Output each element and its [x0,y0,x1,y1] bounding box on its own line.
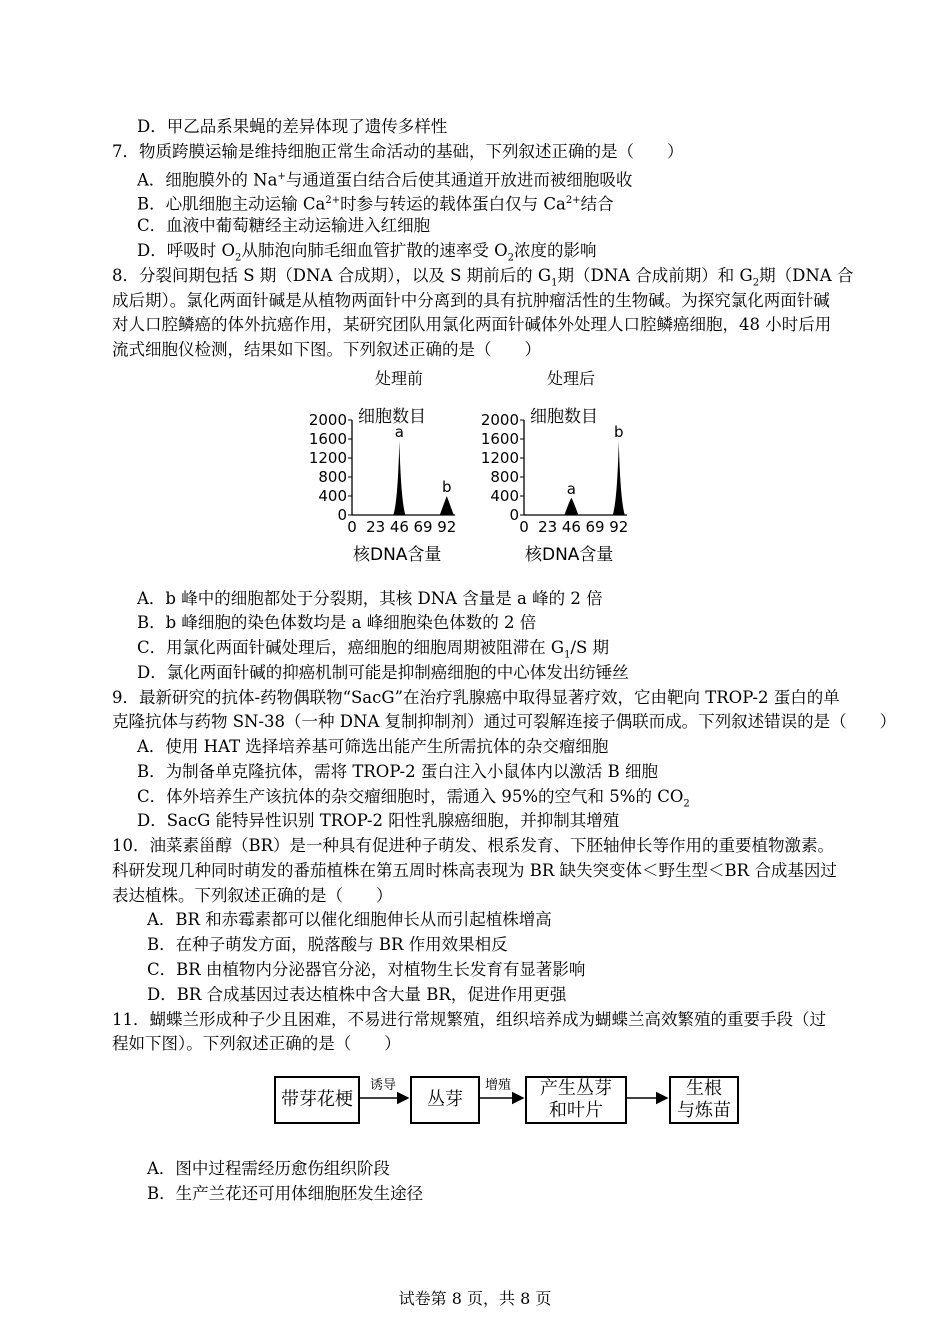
q8-stem-line4: 流式细胞仪检测，结果如下图。下列叙述正确的是（ ） [112,340,541,359]
chart-1-title: 处理前 [375,369,424,388]
chart-2-xtick-label: 23 [538,518,558,536]
chart-2-ytick-label: 0 [509,506,519,524]
chart-2-ytick-label: 400 [490,487,519,505]
chart-2-ytick-label: 2000 [480,411,519,429]
chart-2-xtick-label: 69 [585,518,605,536]
flow-box3-line2: 和叶片 [549,1100,603,1121]
chart-1-xlabel: 核DNA含量 [353,545,442,565]
chart-1-xtick-label: 46 [389,518,409,536]
chart-2-xtick-label: 46 [561,518,581,536]
q7-option-b: B．心肌细胞主动运输 $Ca^{2+}$时参与转运的载体蛋白仅与 $Ca^{2+}$结合 [137,194,614,214]
q8-option-a: A．b 峰中的细胞都处于分裂期，其核 DNA 含量是 a 峰的 2 倍 [137,589,603,608]
q9-stem-line1: 9．最新研究的抗体-药物偶联物“SacG”在治疗乳腺癌中取得显著疗效，它由靶向 TROP-2 蛋白的单 [112,688,840,707]
q7-option-a: A．细胞膜外的 Na+与通道蛋白结合后使其通道开放进而被细胞吸收 [137,170,633,190]
q7-option-d: D．呼吸时 $O_2$从肺泡向肺毛细血管扩散的速率受 $O_2$浓度的影响 [137,241,597,264]
chart-2-ytick-label: 1600 [480,430,519,448]
q10-stem-line3: 表达植株。下列叙述正确的是（ ） [112,886,393,905]
q9-option-b: B．为制备单克隆抗体，需将 TROP-2 蛋白注入小鼠体内以激活 B 细胞 [137,762,658,781]
flow-arrow2-label: 增殖 [485,1078,512,1093]
chart-1-ytick-label: 400 [318,487,347,505]
chart-1-ytick-label: 0 [337,506,347,524]
q11-stem-line2: 程如下图）。下列叙述正确的是（ ） [112,1034,401,1053]
flow-box4-line2: 与炼苗 [677,1100,731,1121]
chart-2-xtick-label: 0 [519,518,529,536]
chart-1-ytick-label: 800 [318,468,347,486]
q7-option-c: C．血液中葡萄糖经主动运输进入红细胞 [137,216,431,235]
chart-1-xtick-label: 0 [347,518,357,536]
flow-arrow1-label: 诱导 [370,1078,397,1093]
q9-option-a: A．使用 HAT 选择培养基可筛选出能产生所需抗体的杂交瘤细胞 [137,737,609,756]
q8-option-d: D．氯化两面针碱的抑癌机制可能是抑制癌细胞的中心体发出纺锤丝 [137,663,629,682]
flow-box-cluster-bud: 丛芽 [410,1076,480,1124]
chart-1-xtick-label: 92 [437,518,457,536]
chart-2-peak-a-label: a [566,479,576,498]
q10-option-d: D．BR 合成基因过表达植株中含大量 BR，促进作用更强 [147,985,567,1004]
chart-1-ytick-label: 1200 [308,449,347,467]
chart-2-xlabel: 核DNA含量 [525,545,614,565]
q9-option-c: C．体外培养生产该抗体的杂交瘤细胞时，需通入 95%的空气和 5%的 $CO_2$ [137,787,690,810]
q10-option-b: B．在种子萌发方面，脱落酸与 BR 作用效果相反 [147,935,508,954]
flow-box3-line1: 产生丛芽 [540,1078,612,1099]
chart-2-ylabel: 细胞数目 [530,407,598,427]
q10-option-c: C．BR 由植物内分泌器官分泌，对植物生长发育有显著影响 [147,960,586,979]
q6-option-d: D．甲乙品系果蝇的差异体现了遗传多样性 [137,117,448,136]
chart-1-ytick-label: 2000 [308,411,347,429]
page-footer: 试卷第 8 页，共 8 页 [398,1289,552,1308]
flow-box-bud-stalk: 带芽花梗 [274,1076,360,1124]
chart-1-ytick-label: 1600 [308,430,347,448]
q9-stem-line2: 克隆抗体与药物 SN-38（一种 DNA 复制抑制剂）通过可裂解连接子偶联而成。下列叙述错误的是（ ） [112,712,897,731]
q11-stem-line1: 11．蝴蝶兰形成种子少且困难，不易进行常规繁殖，组织培养成为蝴蝶兰高效繁殖的重要手段（过 [112,1010,826,1029]
q8-option-b: B．b 峰细胞的染色体数均是 a 峰细胞染色体数的 2 倍 [137,613,537,632]
q8-stem-line2: 成后期）。氯化两面针碱是从植物两面针中分离到的具有抗肿瘤活性的生物碱。为探究氯化两面针碱 [112,291,830,310]
q9-option-d: D．SacG 能特异性识别 TROP-2 阳性乳腺癌细胞，并抑制其增殖 [137,811,620,830]
q11-option-b: B．生产兰花还可用体细胞胚发生途径 [147,1184,424,1203]
q11-option-a: A．图中过程需经历愈伤组织阶段 [147,1159,390,1178]
q7-stem: 7．物质跨膜运输是维持细胞正常生命活动的基础，下列叙述正确的是（ ） [112,142,684,161]
chart-1-ylabel: 细胞数目 [358,407,426,427]
q8-option-c: C．用氯化两面针碱处理后，癌细胞的细胞周期被阻滞在 $G_1/S$ 期 [137,638,610,661]
chart-1-peak-a-label: a [394,422,404,441]
chart-2-xtick-label: 92 [609,518,629,536]
chart-2-title: 处理后 [547,369,596,388]
chart-2-ytick-label: 800 [490,468,519,486]
q8-stem-line3: 对人口腔鳞癌的体外抗癌作用，某研究团队用氯化两面针碱体外处理人口腔鳞癌细胞，48 小时后用 [112,315,832,334]
flow-box4-line1: 生根 [686,1078,722,1099]
chart-1-peak-b-label: b [441,478,452,496]
q10-stem-line1: 10．油菜素甾醇（BR）是一种具有促进种子萌发、根系发育、下胚轴伸长等作用的重要植物激素。 [112,836,835,855]
q8-stem-line1: 8．分裂间期包括 S 期（DNA 合成期），以及 S 期前后的 $G_1$期（DNA 合成前期）和 $G_2$期（DNA 合 [112,266,854,289]
chart-1-xtick-label: 23 [366,518,386,536]
chart-2-peak-b-label: b [613,422,624,441]
q10-option-a: A．BR 和赤霉素都可以催化细胞伸长从而引起植株增高 [147,910,552,929]
q10-stem-line2: 科研发现几种同时萌发的番茄植株在第五周时株高表现为 BR 缺失突变体＜野生型＜BR 合成基因过 [112,861,837,880]
chart-1-xtick-label: 69 [413,518,433,536]
chart-2-ytick-label: 1200 [480,449,519,467]
